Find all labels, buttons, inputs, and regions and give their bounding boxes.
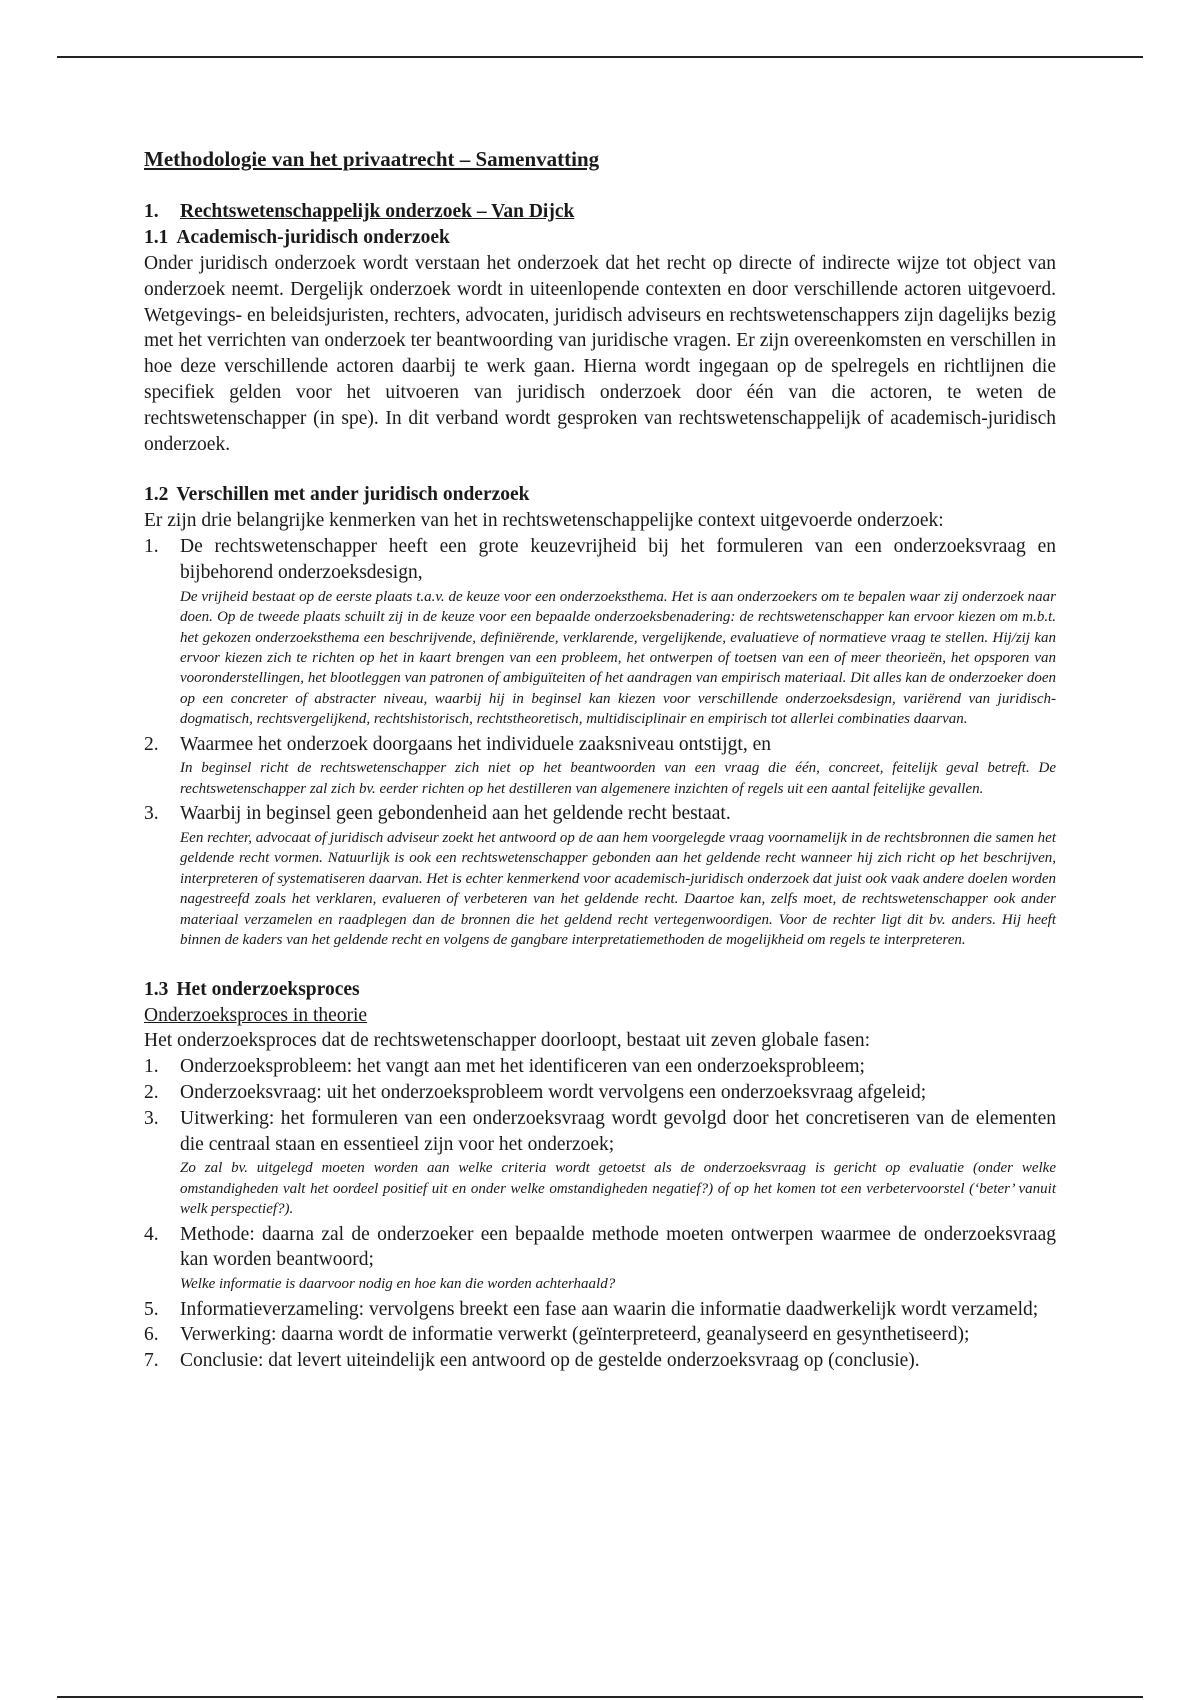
list-item-text: Uitwerking: het formuleren van een onderzoeksvraag wordt gevolgd door het concretiseren van de elementen die centraal staan en essentieel zijn voor het onderzoek; [180, 1107, 1056, 1155]
list-number: 6. [144, 1324, 159, 1346]
section-1-2-heading [144, 482, 1056, 508]
list-number: 7. [144, 1350, 159, 1372]
list-item-text: De rechtswetenschapper heeft een grote keuzevrijheid bij het formuleren van een onderzoeksvraag en bijbehorend onderzoeksdesign, [180, 536, 1056, 583]
list-number: 1. [144, 1056, 159, 1078]
section-1-2-intro: Er zijn drie belangrijke kenmerken van het in rechtswetenschappelijke context uitgevoerde onderzoek: [144, 510, 944, 532]
list-item-text: Conclusie: dat levert uiteindelijk een antwoord op de gestelde onderzoeksvraag op (conclusie). [180, 1350, 920, 1372]
section-number: 1.2 [144, 484, 169, 506]
section-1-1-paragraph: Onder juridisch onderzoek wordt verstaan het onderzoek dat het recht op directe of indirecte wijze tot object van onderzoek neemt. Dergelijk onderzoek wordt in uiteenlopende contexten en door verschillende actoren uitgevoerd. Wetgevings- en beleidsjuristen, rechters, advocaten, juridisch adviseurs en rechtswetenschappers zijn dagelijks bezig met het verrichten van onderzoek ter beantwoording van juridische vragen. Er zijn overeenkomsten en verschillen in hoe deze verschillende actoren daarbij te werk gaan. Hierna wordt ingegaan op de spelregels en richtlijnen die specifiek gelden voor het uitvoeren van juridisch onderzoek door één van die actoren, te weten de rechtswetenschapper (in spe). In dit verband wordt gesproken van rechtswetenschappelijk of academisch-juridisch onderzoek. [144, 253, 1056, 455]
bottom-rule [57, 1696, 1143, 1698]
document-title: Methodologie van het privaatrecht – Samenvatting [144, 147, 600, 171]
chapter-heading [144, 199, 1056, 225]
list-number: 2. [144, 733, 159, 755]
section-title: Het onderzoeksproces [176, 979, 360, 1001]
list-item-text: Verwerking: daarna wordt de informatie verwerkt (geïnterpreteerd, geanalyseerd en gesynthetiseerd); [180, 1324, 970, 1346]
list-item-text: Waarmee het onderzoek doorgaans het individuele zaaksniveau ontstijgt, en [180, 733, 771, 755]
list-number: 2. [144, 1082, 159, 1104]
list-item [144, 1348, 1056, 1374]
characteristics-list [144, 534, 1056, 952]
list-number: 4. [144, 1223, 159, 1245]
list-item-text: Onderzoeksprobleem: het vangt aan met het identificeren van een onderzoeksprobleem; [180, 1056, 865, 1078]
list-item [144, 1080, 1056, 1106]
list-item-note: Zo zal bv. uitgelegd moeten worden aan welke criteria wordt getoetst als de onderzoeksvraag is gericht op evaluatie (onder welke omstandigheden valt het oordeel positief uit en onder welke omstandigheden negatief?) of op het komen tot een verbetervoorstel (‘beter’ vanuit welk perspectief?). [180, 1160, 1056, 1218]
chapter-title: Rechtswetenschappelijk onderzoek – Van Dijck [180, 201, 575, 222]
list-number: 3. [144, 1107, 159, 1129]
document-page [144, 140, 1056, 1374]
list-item-text: Informatieverzameling: vervolgens breekt een fase aan waarin die informatie daadwerkelijk wordt verzameld; [180, 1298, 1039, 1320]
section-number: 1.3 [144, 979, 169, 1001]
list-item [144, 1322, 1056, 1348]
list-item [144, 1054, 1056, 1080]
list-item [144, 732, 1056, 802]
section-title: Verschillen met ander juridisch onderzoek [176, 484, 530, 506]
list-item-text: Methode: daarna zal de onderzoeker een bepaalde methode moeten ontwerpen waarmee de onderzoeksvraag kan worden beantwoord; [180, 1223, 1056, 1271]
section-1-3-intro: Het onderzoeksproces dat de rechtswetenschapper doorloopt, bestaat uit zeven globale fasen: [144, 1030, 871, 1052]
section-1-3-heading [144, 977, 1056, 1003]
phases-list [144, 1054, 1056, 1374]
top-rule [57, 56, 1143, 58]
chapter-number: 1. [144, 201, 159, 222]
list-item [144, 534, 1056, 731]
subheading-theory: Onderzoeksproces in theorie [144, 1005, 368, 1027]
list-number: 1. [144, 536, 159, 558]
list-item-text: Onderzoeksvraag: uit het onderzoeksprobleem wordt vervolgens een onderzoeksvraag afgeleid; [180, 1082, 927, 1104]
list-item-text: Waarbij in beginsel geen gebondenheid aan het geldende recht bestaat. [180, 803, 731, 825]
section-number: 1.1 [144, 227, 169, 248]
section-title: Academisch-juridisch onderzoek [176, 227, 450, 248]
list-item-note: Welke informatie is daarvoor nodig en hoe kan die worden achterhaald? [180, 1276, 616, 1293]
list-item-note: In beginsel richt de rechtswetenschapper zich niet op het beantwoorden van een vraag die één, concreet, feitelijk geval betreft. De rechtswetenschapper zal zich bv. eerder richten op het destilleren van algemenere inzichten of regels uit een aantal feitelijke gevallen. [180, 760, 1056, 797]
list-item [144, 1297, 1056, 1323]
list-number: 3. [144, 803, 159, 825]
list-item [144, 1222, 1056, 1297]
list-item [144, 1106, 1056, 1222]
list-item-note: De vrijheid bestaat op de eerste plaats t.a.v. de keuze voor een onderzoeksthema. Het is aan onderzoekers om te bepalen waar zij onderzoek naar doen. Op de tweede plaats schuilt zij in de keuze voor een bepaalde onderzoeksbenadering: de rechtswetenschapper kan ervoor kiezen om m.b.t. het gekozen onderzoeksthema een beschrijvende, definiërende, verklarende, vergelijkende, evaluatieve of normatieve vraag te stellen. Hij/zij kan ervoor kiezen zich te richten op het in kaart brengen van een probleem, het ontwerpen of toetsen van een of meer theorieën, het opsporen van vooronderstellingen, het blootleggen van patronen of ambiguïteiten of het aandragen van empirisch materiaal. Dit alles kan de onderzoeker doen op een concreter of abstracter niveau, waarbij hij in beginsel kan kiezen voor verschillende onderzoeksdesign, variërend van juridisch-dogmatisch, rechtsvergelijkend, rechtshistorisch, rechtstheoretisch, multidisciplinair en empirisch tot allerlei combinaties daarvan. [180, 588, 1056, 728]
section-1-1-heading [144, 225, 1056, 251]
list-item [144, 801, 1056, 952]
list-item-note: Een rechter, advocaat of juridisch adviseur zoekt het antwoord op de aan hem voorgelegde vraag voornamelijk in de rechtsbronnen die samen het geldende recht vormen. Natuurlijk is ook een rechtswetenschapper gebonden aan het geldende recht wanneer hij zich richt op het beschrijven, interpreteren of systematiseren daarvan. Het is echter kenmerkend voor academisch-juridisch onderzoek dat juist ook vaak andere doelen worden nagestreefd zoals het verklaren, evalueren of verbeteren van het geldende recht. Daartoe kan, zelfs moet, de rechtswetenschapper ook ander materiaal verzamelen en raadplegen dan de bronnen die het geldend recht vertegenwoordigen. Voor de rechter ligt dit bv. anders. Hij heeft binnen de kaders van het geldende recht en volgens de gangbare interpretatiemethoden de mogelijkheid om regels te interpreteren. [180, 830, 1056, 949]
list-number: 5. [144, 1298, 159, 1320]
